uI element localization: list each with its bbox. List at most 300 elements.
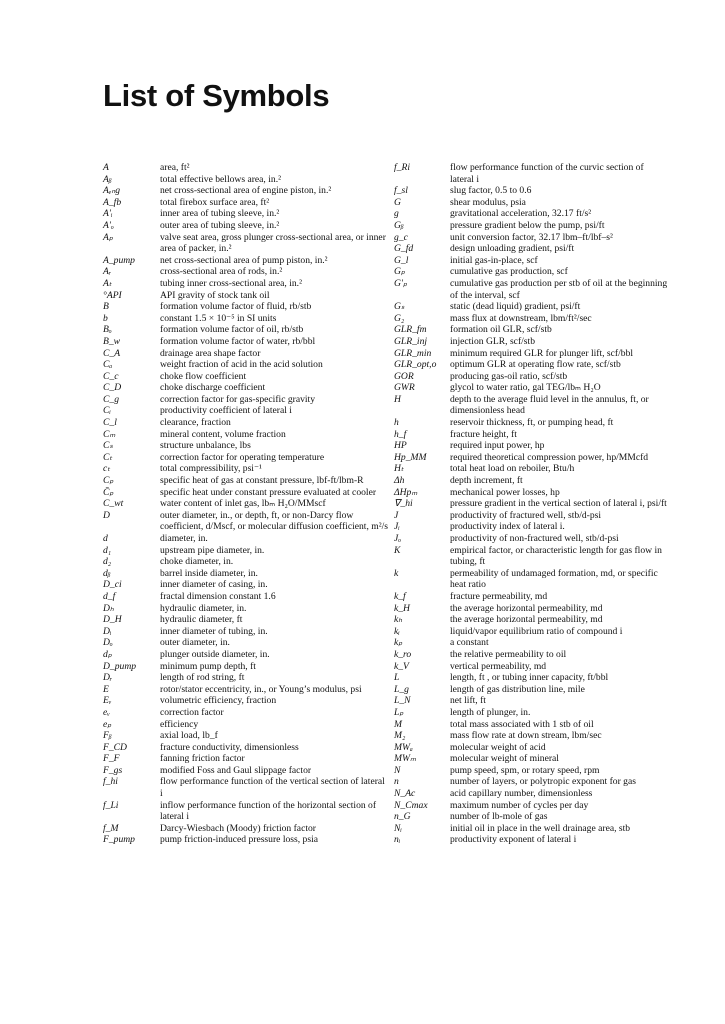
symbol-entry xyxy=(103,162,388,174)
symbol-entry xyxy=(394,266,669,278)
symbol-entry xyxy=(103,301,388,313)
symbol-definition: total mass associated with 1 stb of oil xyxy=(450,718,594,730)
symbol-entry xyxy=(103,545,388,557)
symbol: L_g xyxy=(394,683,409,695)
symbol-definition: unit conversion factor, 32.17 lbm–ft/lbf–s² xyxy=(450,231,613,243)
symbol: GLR_fm xyxy=(394,324,427,336)
symbol: f_Li xyxy=(103,799,119,811)
symbol: f_hi xyxy=(103,776,118,788)
symbol: J xyxy=(394,509,399,521)
symbol-definition: formation volume factor of water, rb/bbl xyxy=(160,335,316,347)
symbol-entry xyxy=(103,603,388,615)
symbol: d xyxy=(103,533,108,544)
symbol-entry xyxy=(394,545,669,568)
symbol-definition: correction factor xyxy=(160,706,224,718)
symbol: GLR_inj xyxy=(394,335,428,347)
symbol: C_l xyxy=(103,417,117,429)
symbol-definition: the average horizontal permeability, md xyxy=(450,602,603,614)
symbol-entry xyxy=(103,174,388,186)
symbol: f_M xyxy=(103,822,119,834)
symbol: Jᵢ xyxy=(394,521,400,533)
symbol: B_w xyxy=(103,335,121,347)
symbol: D_ci xyxy=(103,579,122,591)
symbol-entry xyxy=(103,232,388,255)
symbol-definition: mass flow rate at down stream, lbm/sec xyxy=(450,730,602,742)
symbol-entry xyxy=(103,661,388,673)
symbol-definition: maximum number of cycles per day xyxy=(450,799,589,811)
symbol-definition: inner area of tubing sleeve, in.² xyxy=(160,208,280,220)
symbol-entry xyxy=(103,672,388,684)
symbol-entry xyxy=(103,394,388,406)
symbol-entry xyxy=(394,498,669,510)
symbol-entry xyxy=(394,695,669,707)
symbol-definition: clearance, fraction xyxy=(160,417,231,429)
symbol: Aₚ xyxy=(103,231,113,243)
symbol-entry xyxy=(103,324,388,336)
symbol-definition: outer diameter, in., or depth, ft, or non-Darcy flow coefficient, d/Mscf, or molecular diffusion coefficient, m²/s xyxy=(160,509,388,533)
symbol-entry xyxy=(394,661,669,673)
symbol: Cₚ xyxy=(103,475,114,487)
symbol: k_V xyxy=(394,660,409,672)
symbol-definition: constant 1.5 × 10⁻⁵ in SI units xyxy=(160,312,277,324)
symbol: HP xyxy=(394,440,407,452)
symbol-definition: structure unbalance, lbs xyxy=(160,440,251,452)
symbol-definition: flow performance function of the vertical section of lateral i xyxy=(160,776,385,800)
symbol-entry xyxy=(394,614,669,626)
symbol-entry xyxy=(394,452,669,464)
symbol: D xyxy=(103,509,110,521)
symbol: dₚ xyxy=(103,648,112,660)
symbol: G xyxy=(394,196,401,208)
symbol: f_Ri xyxy=(394,162,410,173)
symbol-definition: initial gas-in-place, scf xyxy=(450,254,538,266)
symbol-definition: depth to the average fluid level in the annulus, ft, or dimensionless head xyxy=(450,393,649,417)
symbol: L_N xyxy=(394,695,411,707)
symbol: Nᵢ xyxy=(394,822,402,834)
symbol-entry xyxy=(103,429,388,441)
symbol-entry xyxy=(394,672,669,684)
symbol-definition: length of gas distribution line, mile xyxy=(450,683,585,695)
symbol: MWₐ xyxy=(394,741,413,753)
symbol-entry xyxy=(394,429,669,441)
symbol-entry xyxy=(103,707,388,719)
symbol-definition: cumulative gas production, scf xyxy=(450,266,568,278)
symbol-definition: specific heat of gas at constant pressure, lbf-ft/lbm-R xyxy=(160,475,364,487)
symbol: Hp_MM xyxy=(394,451,427,463)
symbol: Aₑₙg xyxy=(103,185,120,197)
symbol-entry xyxy=(394,823,669,835)
symbol: ∇_hi xyxy=(394,498,413,510)
symbol: E xyxy=(103,683,109,695)
symbol-definition: mechanical power losses, hp xyxy=(450,486,560,498)
symbol-entry xyxy=(103,637,388,649)
symbol: Gₛ xyxy=(394,301,405,313)
symbol-entry xyxy=(103,371,388,383)
symbol-definition: number of lb-mole of gas xyxy=(450,811,548,823)
symbol-entry xyxy=(394,359,669,371)
symbol-entry xyxy=(103,591,388,603)
symbol-entry xyxy=(394,208,669,220)
symbol: Gₚ xyxy=(394,266,406,278)
symbol-definition: inner diameter of tubing, in. xyxy=(160,625,268,637)
symbol-entry xyxy=(103,255,388,267)
symbol: M₂ xyxy=(394,730,406,742)
symbol: C_D xyxy=(103,382,122,394)
symbol: GLR_min xyxy=(394,347,432,359)
symbol-entry xyxy=(394,487,669,499)
symbol-definition: optimum GLR at operating flow rate, scf/stb xyxy=(450,359,621,371)
symbol-entry xyxy=(394,440,669,452)
symbol-definition: slug factor, 0.5 to 0.6 xyxy=(450,185,532,197)
symbol-definition: length, ft , or tubing inner capacity, ft/bbl xyxy=(450,672,609,684)
symbols-left-column xyxy=(103,162,388,846)
symbol: N xyxy=(394,764,401,776)
symbol-definition: correction factor for gas-specific gravity xyxy=(160,393,316,405)
symbol-entry xyxy=(394,834,669,846)
symbol-entry xyxy=(103,649,388,661)
symbol-entry xyxy=(103,684,388,696)
symbol-entry xyxy=(103,556,388,568)
symbol-entry xyxy=(394,730,669,742)
symbol-definition: pressure gradient in the vertical section of lateral i, psi/ft xyxy=(450,498,667,510)
symbol: kᵢ xyxy=(394,625,400,637)
symbol-entry xyxy=(103,197,388,209)
symbol-definition: API gravity of stock tank oil xyxy=(160,289,270,301)
symbol-entry xyxy=(103,568,388,580)
symbol-definition: pressure gradient below the pump, psi/ft xyxy=(450,219,605,231)
symbol-definition: initial oil in place in the well drainage area, stb xyxy=(450,822,631,834)
symbol-definition: fracture conductivity, dimensionless xyxy=(160,741,299,753)
symbol-entry xyxy=(394,765,669,777)
symbol: h_f xyxy=(394,428,407,440)
symbol-entry xyxy=(103,463,388,475)
symbol: dᵦ xyxy=(103,567,111,579)
symbol-definition: area, ft² xyxy=(160,162,190,173)
symbol-definition: net lift, ft xyxy=(450,695,486,707)
symbol-definition: pump friction-induced pressure loss, psia xyxy=(160,834,318,846)
symbol-definition: productivity exponent of lateral i xyxy=(450,834,577,846)
symbol: nᵢ xyxy=(394,834,401,846)
symbol: N_Ac xyxy=(394,788,416,800)
symbol-definition: axial load, lb_f xyxy=(160,730,218,742)
symbol-definition: mass flux at downstream, lbm/ft²/sec xyxy=(450,312,592,324)
symbol: F_gs xyxy=(103,764,123,776)
symbol: k xyxy=(394,567,399,579)
symbol: MWₘ xyxy=(394,753,416,765)
symbol-definition: hydraulic diameter, in. xyxy=(160,602,247,614)
symbol-entry xyxy=(103,220,388,232)
symbol: A′ₒ xyxy=(103,219,114,231)
symbol-definition: a constant xyxy=(450,637,489,649)
symbol: H xyxy=(394,393,401,405)
symbol-definition: net cross-sectional area of pump piston, in.² xyxy=(160,254,328,266)
symbol-definition: weight fraction of acid in the acid solution xyxy=(160,359,323,371)
symbol-entry xyxy=(394,776,669,788)
symbol: F_pump xyxy=(103,834,135,846)
symbol-definition: inflow performance function of the horizontal section of lateral i xyxy=(160,799,377,823)
symbol-entry xyxy=(394,475,669,487)
symbol-definition: total heat load on reboiler, Btu/h xyxy=(450,463,575,475)
symbol-definition: barrel inside diameter, in. xyxy=(160,567,258,579)
symbol: g xyxy=(394,208,399,220)
symbol-entry xyxy=(394,255,669,267)
symbol-entry xyxy=(394,371,669,383)
symbol-definition: liquid/vapor equilibrium ratio of compound i xyxy=(450,625,623,637)
symbol: C_wt xyxy=(103,498,124,510)
symbol-definition: molecular weight of acid xyxy=(450,741,546,753)
symbol-definition: formation oil GLR, scf/stb xyxy=(450,324,552,336)
symbol: M xyxy=(394,718,402,730)
symbol: Dᵢ xyxy=(103,625,112,637)
symbol-definition: empirical factor, or characteristic length for gas flow in tubing, ft xyxy=(450,544,662,568)
symbol-definition: plunger outside diameter, in. xyxy=(160,648,270,660)
symbol-entry xyxy=(394,232,669,244)
symbol-definition: formation volume factor of oil, rb/stb xyxy=(160,324,304,336)
symbol: °API xyxy=(103,289,122,301)
symbol-entry xyxy=(394,510,669,522)
symbol: Aᵦ xyxy=(103,173,112,185)
symbol: eᵥ xyxy=(103,706,110,718)
symbol: Cₛ xyxy=(103,440,113,452)
symbol: eₚ xyxy=(103,718,112,730)
symbol-definition: fracture height, ft xyxy=(450,428,517,440)
symbol: G_fd xyxy=(394,243,414,255)
symbol: A_pump xyxy=(103,254,135,266)
symbol-entry xyxy=(394,684,669,696)
symbol: D_pump xyxy=(103,660,137,672)
symbol-entry xyxy=(394,649,669,661)
symbol: b xyxy=(103,312,108,324)
symbol-definition: gravitational acceleration, 32.17 ft/s² xyxy=(450,208,592,220)
symbol-definition: shear modulus, psia xyxy=(450,196,526,208)
symbol-definition: length of plunger, in. xyxy=(450,706,531,718)
symbol: d₁ xyxy=(103,544,112,556)
page-title: List of Symbols xyxy=(103,78,330,113)
symbol: Eᵥ xyxy=(103,695,112,707)
symbol: d₂ xyxy=(103,556,112,568)
symbol-entry xyxy=(394,220,669,232)
symbol-definition: productivity index of lateral i. xyxy=(450,521,565,533)
symbol-definition: molecular weight of mineral xyxy=(450,753,559,765)
symbol: kₕ xyxy=(394,614,403,626)
symbol: Aₜ xyxy=(103,277,112,289)
symbol-definition: depth increment, ft xyxy=(450,475,523,487)
symbol-definition: mineral content, volume fraction xyxy=(160,428,286,440)
symbol-definition: drainage area shape factor xyxy=(160,347,261,359)
symbol-definition: correction factor for operating temperature xyxy=(160,451,325,463)
symbol: F_CD xyxy=(103,741,127,753)
symbol-entry xyxy=(394,788,669,800)
symbol: g_c xyxy=(394,231,408,243)
symbol-definition: Darcy-Wiesbach (Moody) friction factor xyxy=(160,822,316,834)
symbol-definition: choke discharge coefficient xyxy=(160,382,266,394)
symbol-entry xyxy=(103,290,388,302)
symbol-definition: outer diameter, in. xyxy=(160,637,230,649)
symbol-definition: acid capillary number, dimensionless xyxy=(450,788,593,800)
symbol-entry xyxy=(103,313,388,325)
symbol-entry xyxy=(394,197,669,209)
symbol: G′ₚ xyxy=(394,277,408,289)
symbol-entry xyxy=(394,301,669,313)
symbol-entry xyxy=(394,800,669,812)
symbol-entry xyxy=(394,185,669,197)
symbol-entry xyxy=(394,162,669,185)
symbol-entry xyxy=(394,336,669,348)
symbol-definition: upstream pipe diameter, in. xyxy=(160,544,265,556)
symbol-entry xyxy=(394,324,669,336)
symbol: GLR_opt,o xyxy=(394,359,437,371)
symbol: GOR xyxy=(394,370,414,382)
symbol-entry xyxy=(394,278,669,301)
symbol-entry xyxy=(103,579,388,591)
symbol: Cᵢ xyxy=(103,405,111,417)
symbol: Cₐ xyxy=(103,359,113,371)
symbol-entry xyxy=(394,603,669,615)
symbol: K xyxy=(394,544,401,556)
symbol-entry xyxy=(103,510,388,533)
symbol-definition: productivity of non-fractured well, stb/d-psi xyxy=(450,533,619,544)
symbol-entry xyxy=(103,753,388,765)
symbol-entry xyxy=(103,440,388,452)
symbol-definition: modified Foss and Gaul slippage factor xyxy=(160,764,312,776)
symbol: Bₒ xyxy=(103,324,112,336)
symbol: C̄ₚ xyxy=(103,486,114,498)
symbol-entry xyxy=(394,417,669,429)
symbol-entry xyxy=(103,382,388,394)
symbol-entry xyxy=(103,487,388,499)
symbol-definition: the average horizontal permeability, md xyxy=(450,614,603,626)
symbol: Lₚ xyxy=(394,706,404,718)
symbol-definition: permeability of undamaged formation, md, or specific heat ratio xyxy=(450,567,658,591)
symbol-definition: formation volume factor of fluid, rb/stb xyxy=(160,301,312,313)
symbol-definition: water content of inlet gas, lbₘ H₂O/MMscf xyxy=(160,498,326,510)
symbol-entry xyxy=(394,568,669,591)
symbol-definition: total effective bellows area, in.² xyxy=(160,173,281,185)
symbol-entry xyxy=(103,475,388,487)
symbol-entry xyxy=(394,243,669,255)
symbols-right-column xyxy=(394,162,669,846)
symbol-definition: minimum pump depth, ft xyxy=(160,660,256,672)
symbol-definition: productivity coefficient of lateral i xyxy=(160,405,292,417)
symbol: C_g xyxy=(103,393,119,405)
symbol-definition: tubing inner cross-sectional area, in.² xyxy=(160,277,302,289)
symbol: D_H xyxy=(103,614,122,626)
symbol: h xyxy=(394,417,399,429)
symbol-entry xyxy=(103,834,388,846)
symbol-entry xyxy=(394,394,669,417)
symbol-entry xyxy=(394,348,669,360)
symbol-entry xyxy=(394,637,669,649)
symbol: C_A xyxy=(103,347,121,359)
symbol-entry xyxy=(103,533,388,545)
symbol-entry xyxy=(103,695,388,707)
symbol-entry xyxy=(394,811,669,823)
symbol: A′ᵢ xyxy=(103,208,113,220)
symbol-definition: specific heat under constant pressure evaluated at cooler xyxy=(160,486,377,498)
symbol: G₂ xyxy=(394,312,405,324)
symbol-entry xyxy=(394,626,669,638)
symbol-definition: fracture permeability, md xyxy=(450,590,548,602)
symbol: cₜ xyxy=(103,463,111,475)
symbol-entry xyxy=(103,730,388,742)
symbol-entry xyxy=(394,533,669,545)
symbol-definition: rotor/stator eccentricity, in., or Young’s modulus, psi xyxy=(160,683,362,695)
symbol-entry xyxy=(103,266,388,278)
symbol: Cₘ xyxy=(103,428,116,440)
symbol: f_sl xyxy=(394,185,408,197)
symbol: C_c xyxy=(103,370,119,382)
symbol: GWR xyxy=(394,382,415,394)
symbol-entry xyxy=(103,626,388,638)
symbol-definition: diameter, in. xyxy=(160,533,208,544)
symbol: Dₒ xyxy=(103,637,113,649)
symbol: Jₒ xyxy=(394,533,401,544)
symbol: N_Cmax xyxy=(394,799,428,811)
symbol-definition: total firebox surface area, ft² xyxy=(160,196,270,208)
symbol-entry xyxy=(103,823,388,835)
symbol-entry xyxy=(394,521,669,533)
symbol-entry xyxy=(103,765,388,777)
symbol: k_ro xyxy=(394,648,412,660)
symbol-definition: design unloading gradient, psi/ft xyxy=(450,243,575,255)
symbol-definition: injection GLR, scf/stb xyxy=(450,335,535,347)
symbol-definition: producing gas-oil ratio, scf/stb xyxy=(450,370,568,382)
symbol-entry xyxy=(103,417,388,429)
symbol-definition: minimum required GLR for plunger lift, scf/bbl xyxy=(450,347,634,359)
symbol-definition: choke flow coefficient xyxy=(160,370,247,382)
symbol: Δh xyxy=(394,475,405,487)
symbol-definition: valve seat area, gross plunger cross-sectional area, or inner area of packer, in.² xyxy=(160,231,386,255)
symbol: n xyxy=(394,776,399,788)
symbol-definition: glycol to water ratio, gal TEG/lbₘ H₂O xyxy=(450,382,601,394)
symbol: Dᵣ xyxy=(103,672,113,684)
symbol: A xyxy=(103,162,109,173)
symbol: L xyxy=(394,672,400,684)
symbol-definition: length of rod string, ft xyxy=(160,672,245,684)
symbol-entry xyxy=(103,278,388,290)
symbol-entry xyxy=(103,498,388,510)
symbol-definition: required theoretical compression power, hp/MMcfd xyxy=(450,451,649,463)
symbol-entry xyxy=(103,800,388,823)
symbol: B xyxy=(103,301,109,313)
symbol-definition: choke diameter, in. xyxy=(160,556,234,568)
symbol-entry xyxy=(103,742,388,754)
symbol: kₚ xyxy=(394,637,403,649)
symbol: F_F xyxy=(103,753,120,765)
symbol: n_G xyxy=(394,811,411,823)
symbol-entry xyxy=(394,591,669,603)
symbol-definition: net cross-sectional area of engine piston, in.² xyxy=(160,185,332,197)
symbol: k_H xyxy=(394,602,410,614)
symbol-definition: number of layers, or polytropic exponent for gas xyxy=(450,776,636,788)
symbol-definition: productivity of fractured well, stb/d-psi xyxy=(450,509,602,521)
symbol: Gᵦ xyxy=(394,219,404,231)
symbol-definition: vertical permeability, md xyxy=(450,660,547,672)
symbol-definition: flow performance function of the curvic section of lateral i xyxy=(450,162,644,185)
symbol-entry xyxy=(394,719,669,731)
symbol-entry xyxy=(103,452,388,464)
symbol-entry xyxy=(394,463,669,475)
symbol-definition: hydraulic diameter, ft xyxy=(160,614,243,626)
symbol: Hₜ xyxy=(394,463,404,475)
symbol: k_f xyxy=(394,590,406,602)
symbol-entry xyxy=(103,359,388,371)
symbol-entry xyxy=(103,719,388,731)
symbol-entry xyxy=(103,208,388,220)
symbol-definition: fractal dimension constant 1.6 xyxy=(160,590,276,602)
symbol-definition: fanning friction factor xyxy=(160,753,245,765)
symbol: Dₕ xyxy=(103,602,114,614)
